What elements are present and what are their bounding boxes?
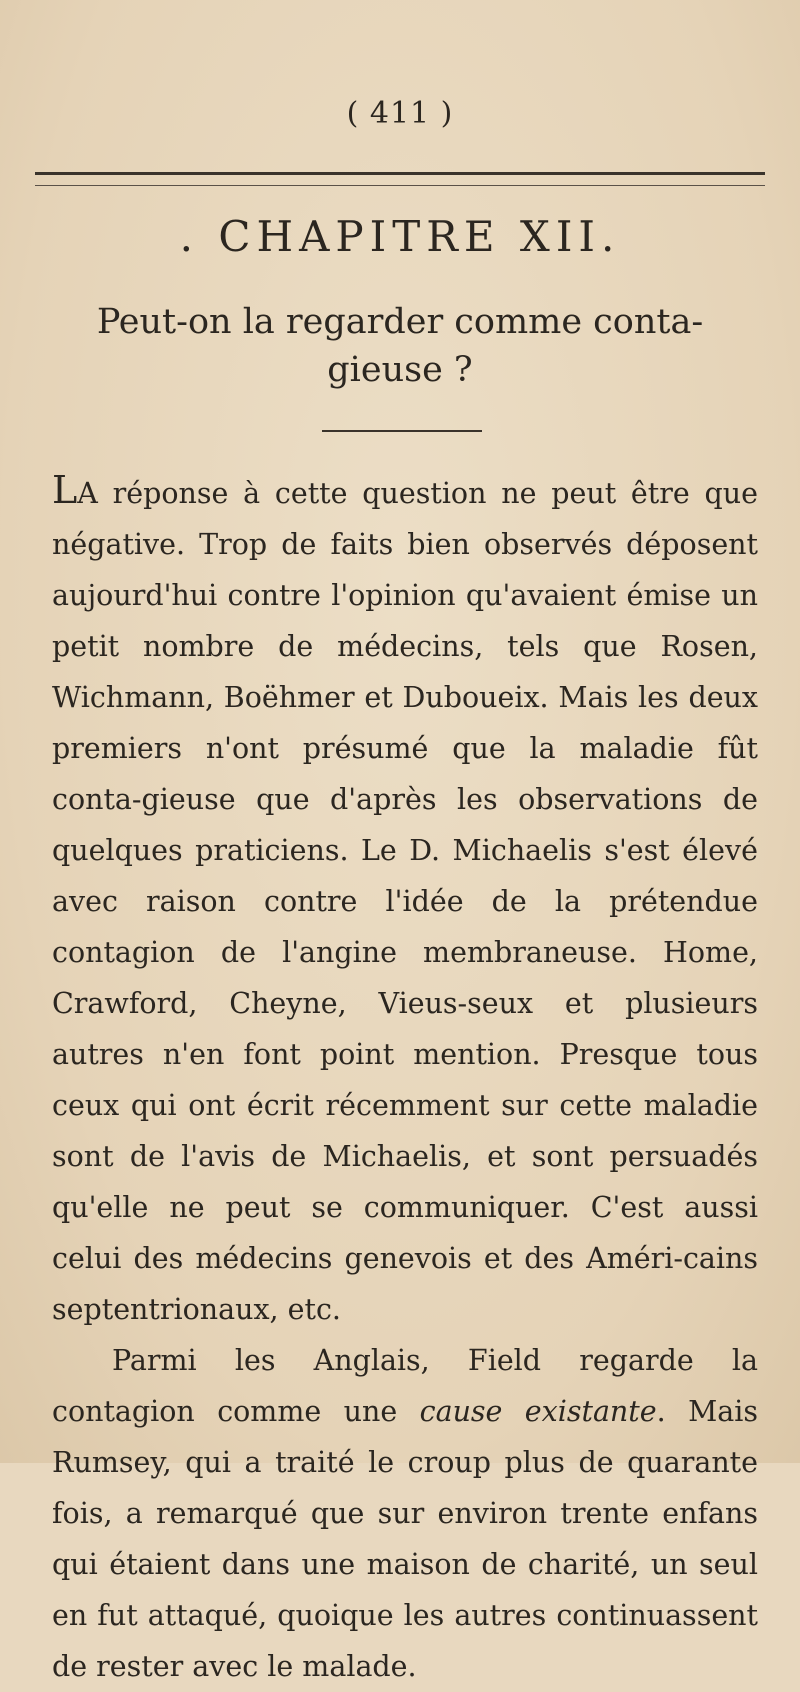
paragraph-1 [52, 468, 758, 1335]
top-rule-thin [35, 185, 765, 186]
paragraph-2 [52, 1335, 758, 1692]
top-rule [35, 172, 765, 175]
page-number: ( 411 ) [346, 96, 454, 131]
chapter-subtitle: Peut-on la regarder comme conta-gieuse ? [96, 302, 704, 390]
body-text [52, 468, 758, 1692]
paragraph-2-text-before: Parmi les Anglais, Field regarde la contagion comme une [52, 1344, 758, 1428]
paragraph-2-emphasis: cause existante [419, 1395, 657, 1428]
drop-cap: L [52, 468, 78, 512]
section-rule [322, 430, 482, 432]
paragraph-1-text: A réponse à cette question ne peut être que négative. Trop de faits bien observés déposent aujourd'hui contre l'opinion qu'avaient émise un petit nombre de médecins, tels que Rosen, Wichmann, Boëhmer et Duboueix. Mais les deux premiers n'ont présumé que la maladie fût conta-gieuse que d'après les observations de quelques praticiens. Le D. Michaelis s'est élevé avec raison contre l'idée de la prétendue contagion de l'angine membraneuse. Home, Crawford, Cheyne, Vieus-seux et plusieurs autres n'en font point mention. Presque tous ceux qui ont écrit récemment sur cette maladie sont de l'avis de Michaelis, et sont persuadés qu'elle ne peut se communiquer. C'est aussi celui des médecins genevois et des Améri-cains septentrionaux, etc. [52, 477, 758, 1326]
chapter-title: . CHAPITRE XII. [179, 212, 621, 261]
paragraph-2-text-after: . Mais Rumsey, qui a traité le croup plus de quarante fois, a remarqué que sur environ trente enfans qui étaient dans une maison de charité, un seul en fut attaqué, quoique les autres continuassent de rester avec le malade. [52, 1395, 758, 1683]
